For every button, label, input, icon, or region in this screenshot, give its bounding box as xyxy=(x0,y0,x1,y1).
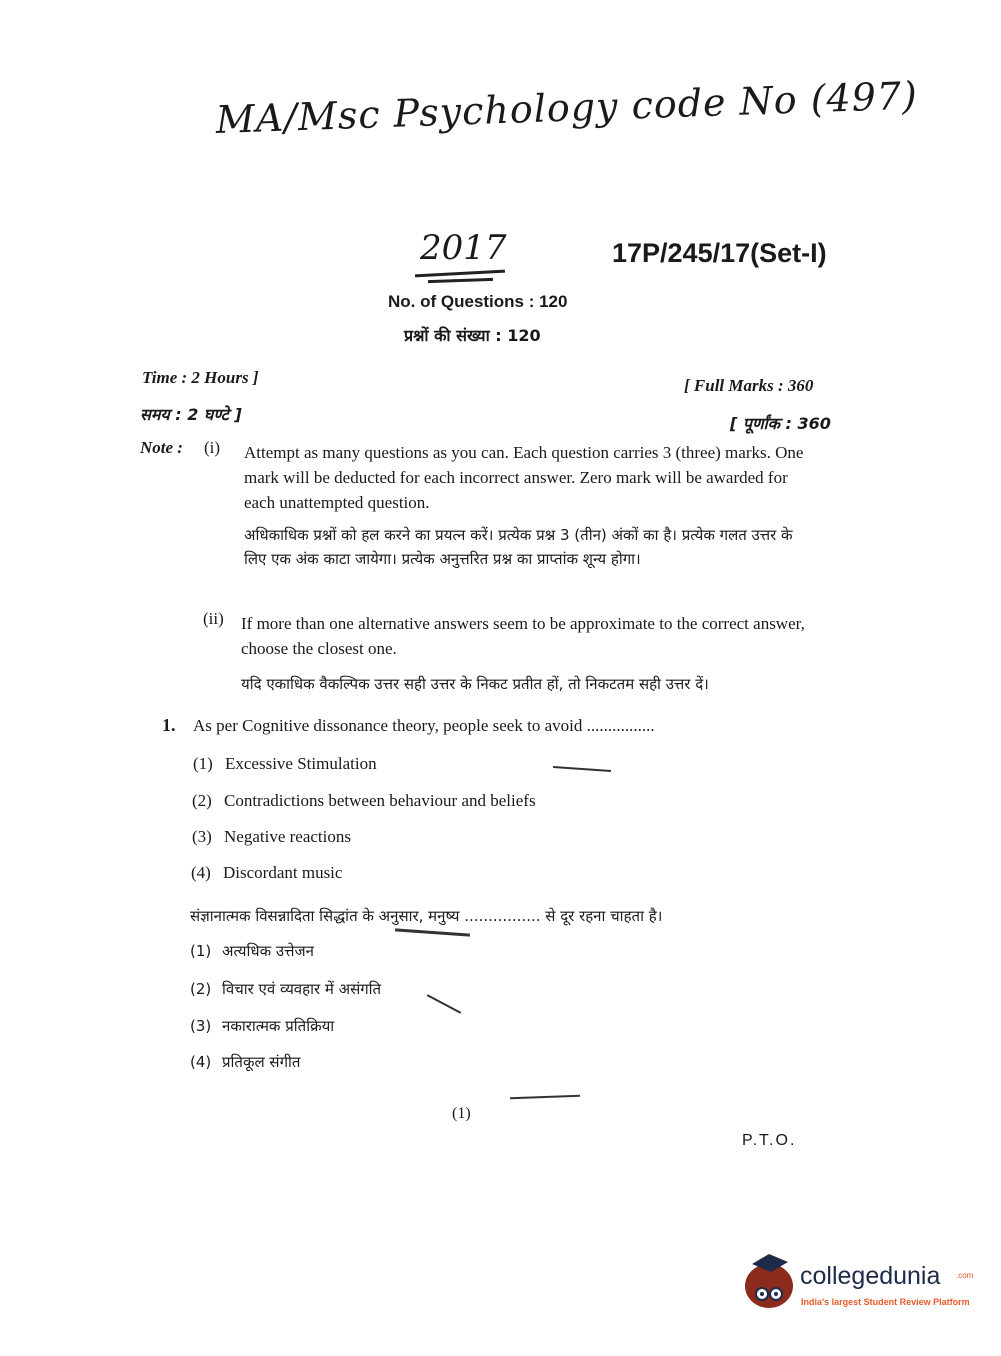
year-underline xyxy=(415,270,505,278)
time-allowed-hindi: समय : 2 घण्टे ] xyxy=(140,405,242,424)
note-item-1-number: (i) xyxy=(204,438,221,457)
please-turn-over: P.T.O. xyxy=(742,1132,797,1149)
brand-suffix: .com xyxy=(956,1271,974,1280)
brand-name: collegedunia xyxy=(800,1262,941,1290)
time-allowed: Time : 2 Hours ] xyxy=(142,368,259,387)
option-1-hindi: (1) अत्यधिक उत्तेजन xyxy=(190,942,314,960)
number-of-questions: No. of Questions : 120 xyxy=(388,292,568,311)
question-text-hindi: संज्ञानात्मक विसन्नादिता सिद्धांत के अनुसार, मनुष्य ................ से दूर रहना चाहता है। xyxy=(190,907,663,925)
handwritten-year: 2017 xyxy=(420,228,507,268)
option-3-hindi: (3) नकारात्मक प्रतिक्रिया xyxy=(190,1017,335,1035)
paper-code: 17P/245/17(Set-I) xyxy=(612,238,827,268)
option-3-english: (3) Negative reactions xyxy=(192,827,351,846)
pen-mark xyxy=(395,928,470,936)
page-number: (1) xyxy=(452,1105,471,1122)
handwritten-title: MA/Msc Psychology code No (497) xyxy=(215,73,919,142)
option-4-english: (4) Discordant music xyxy=(191,863,343,882)
question-text-english: As per Cognitive dissonance theory, people seek to avoid ................ xyxy=(193,716,655,735)
note-label: Note : xyxy=(140,438,183,457)
pen-mark xyxy=(510,1095,580,1099)
full-marks-hindi: [ पूर्णांक : 360 xyxy=(730,414,831,433)
full-marks: [ Full Marks : 360 xyxy=(684,376,814,395)
pen-mark xyxy=(553,766,611,772)
pen-mark xyxy=(427,994,461,1014)
note-item-2-hindi: यदि एकाधिक वैकल्पिक उत्तर सही उत्तर के निकट प्रतीत हों, तो निकटतम सही उत्तर दें। xyxy=(241,675,709,693)
option-1-english: (1) Excessive Stimulation xyxy=(193,754,377,773)
note-item-2-number: (ii) xyxy=(203,609,224,628)
note-item-2-english: If more than one alternative answers seem to be approximate to the correct answer, choose the closest one. xyxy=(241,614,805,658)
brand-tagline: India's largest Student Review Platform xyxy=(801,1297,970,1307)
note-item-1-hindi: अधिकाधिक प्रश्नों को हल करने का प्रयत्न करें। प्रत्येक प्रश्न 3 (तीन) अंकों का है। प्रत्येक गलत उत्तर के लिए एक अंक काटा जायेगा। प्रत्येक अनुत्तरित प्रश्न का प्राप्तांक शून्य होगा। xyxy=(244,526,793,568)
note-item-1-english: Attempt as many questions as you can. Each question carries 3 (three) marks. One mark will be deducted for each incorrect answer. Zero mark will be awarded for each unattempted question. xyxy=(244,443,804,512)
question-number: 1. xyxy=(162,715,176,735)
year-underline-2 xyxy=(428,278,493,283)
option-2-english: (2) Contradictions between behaviour and beliefs xyxy=(192,791,536,810)
number-of-questions-hindi: प्रश्नों की संख्या : 120 xyxy=(404,326,541,345)
option-2-hindi: (2) विचार एवं व्यवहार में असंगति xyxy=(190,980,382,998)
option-4-hindi: (4) प्रतिकूल संगीत xyxy=(190,1053,301,1071)
